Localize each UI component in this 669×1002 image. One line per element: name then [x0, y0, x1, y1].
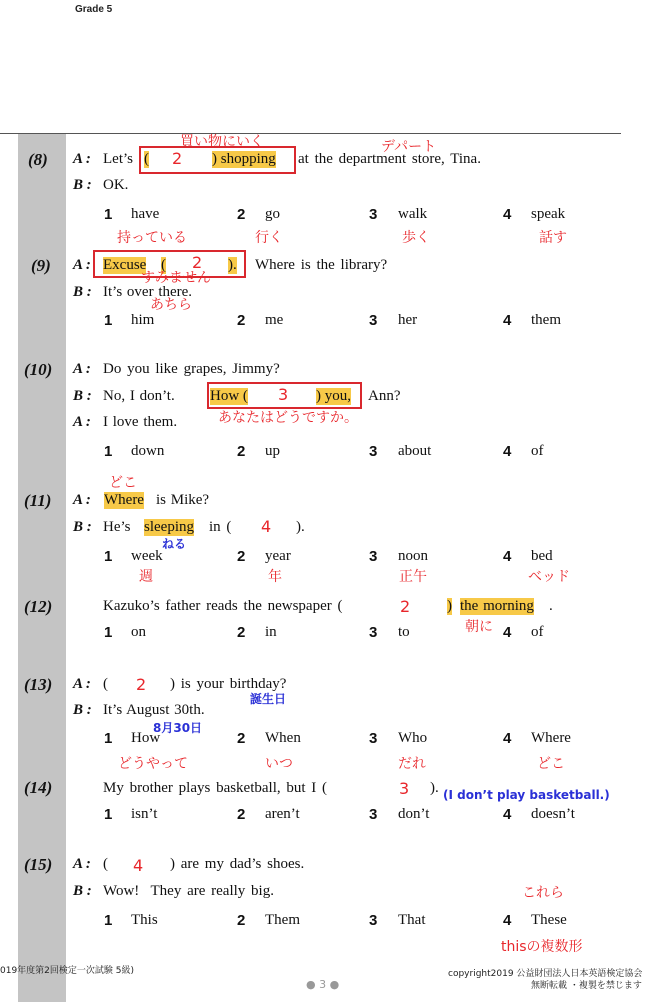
- annotation-translation: (I don’t play basketball.): [443, 788, 610, 802]
- highlight-excuse: Excuse: [103, 257, 147, 273]
- annotation-morning: 朝に: [465, 619, 493, 635]
- footer-copyright: copyright2019 公益財団法人日本英語検定協会: [448, 969, 643, 979]
- speaker-b: B :: [73, 284, 92, 300]
- annotation-date: 8月30日: [153, 721, 203, 735]
- option-number: 4: [503, 548, 512, 565]
- sentence-text: It’s August 30th.: [103, 702, 205, 718]
- option-number: 1: [104, 312, 113, 329]
- speaker-a: A :: [73, 492, 91, 508]
- highlight-sleeping: sleeping: [144, 519, 194, 535]
- footer-notice: 無断転載 ・複製を禁じます: [531, 981, 642, 991]
- annotation-shopping: 買い物にいく: [180, 134, 264, 150]
- option-number: 3: [369, 912, 378, 929]
- option-note: 年: [268, 569, 282, 585]
- blank-close: ): [447, 598, 452, 614]
- handwritten-answer: 3: [278, 385, 289, 404]
- annotation-sleep: ねる: [162, 537, 187, 551]
- option-number: 4: [503, 206, 512, 223]
- option-1: him: [131, 312, 155, 328]
- option-number: 2: [237, 548, 246, 565]
- sentence-text: in (: [209, 519, 232, 535]
- annotation-department: デパート: [381, 139, 437, 155]
- option-4: them: [531, 312, 561, 328]
- option-note: だれ: [398, 756, 426, 772]
- option-number: 1: [104, 206, 113, 223]
- sentence-text: Ann?: [368, 388, 401, 404]
- speaker-a: A :: [73, 414, 91, 430]
- sentence-text: is Mike?: [156, 492, 210, 508]
- option-note: どこ: [537, 756, 565, 772]
- speaker-a: A :: [73, 676, 91, 692]
- sentence-text: My brother plays basketball, but I (: [103, 780, 328, 796]
- option-number: 4: [503, 443, 512, 460]
- option-number: 1: [104, 624, 113, 641]
- top-rule: [0, 133, 621, 134]
- speaker-b: B :: [73, 519, 92, 535]
- option-4: of: [531, 443, 544, 459]
- option-number: 1: [104, 806, 113, 823]
- sentence-text: Do you like grapes, Jimmy?: [103, 361, 280, 377]
- footer-exam-label: 019年度第2回検定一次試験 5級): [0, 966, 135, 976]
- sentence-text: Wow! They are really big.: [103, 883, 274, 899]
- option-2: in: [265, 624, 277, 640]
- option-number: 4: [503, 312, 512, 329]
- handwritten-answer: 2: [136, 675, 147, 694]
- option-2: aren’t: [265, 806, 300, 822]
- speaker-b: B :: [73, 883, 92, 899]
- option-note: 話す: [539, 230, 567, 246]
- option-1: How: [131, 730, 161, 746]
- sentence-text: at the department store, Tina.: [298, 151, 481, 167]
- annotation-how-are-you: あなたはどうですか。: [218, 410, 358, 426]
- option-1: have: [131, 206, 160, 222]
- option-number: 3: [369, 730, 378, 747]
- option-2: me: [265, 312, 284, 328]
- speaker-b: B :: [73, 177, 92, 193]
- blank-open: (: [103, 856, 108, 872]
- option-3: Who: [398, 730, 428, 746]
- option-2: up: [265, 443, 280, 459]
- option-3: about: [398, 443, 432, 459]
- question-number: (15): [24, 855, 53, 874]
- speaker-a: A :: [73, 856, 91, 872]
- annotation-where: どこ: [109, 475, 137, 491]
- handwritten-answer: 3: [399, 779, 410, 798]
- option-number: 3: [369, 548, 378, 565]
- option-number: 2: [237, 806, 246, 823]
- option-1: down: [131, 443, 165, 459]
- sentence-text: He’s: [103, 519, 131, 535]
- sentence-text: .: [549, 598, 553, 614]
- sentence-text: ) are my dad’s shoes.: [170, 856, 305, 872]
- option-number: 4: [503, 912, 512, 929]
- question-number: (14): [24, 778, 53, 797]
- option-number: 2: [237, 312, 246, 329]
- highlight-where: Where: [104, 492, 144, 508]
- highlight-morning: the morning: [460, 598, 534, 614]
- option-3: to: [398, 624, 410, 640]
- option-4: speak: [531, 206, 566, 222]
- option-number: 4: [503, 730, 512, 747]
- option-4: These: [531, 912, 567, 928]
- option-3: her: [398, 312, 418, 328]
- option-1: This: [131, 912, 158, 928]
- option-4: bed: [531, 548, 553, 564]
- option-number: 3: [369, 206, 378, 223]
- sentence-text: It’s over there.: [103, 284, 193, 300]
- annotation-excuse: すみません: [141, 270, 211, 286]
- handwritten-answer: 2: [400, 597, 411, 616]
- answer-box: [207, 382, 362, 409]
- question-number: (10): [24, 360, 53, 379]
- annotation-there: あちら: [150, 297, 192, 313]
- question-number: (13): [24, 675, 53, 694]
- highlight-you: ) you,: [316, 388, 351, 404]
- blank-close: ).: [430, 780, 439, 796]
- option-number: 4: [503, 624, 512, 641]
- option-number: 3: [369, 806, 378, 823]
- answer-box: [139, 146, 296, 174]
- sentence-text: Kazuko’s father reads the newspaper (: [103, 598, 343, 614]
- question-number: (9): [31, 256, 51, 275]
- option-3: don’t: [398, 806, 430, 822]
- option-number: 2: [237, 624, 246, 641]
- question-number: (12): [24, 597, 53, 616]
- option-1: isn’t: [131, 806, 158, 822]
- option-3: That: [398, 912, 426, 928]
- sentence-text: I love them.: [103, 414, 178, 430]
- option-4: of: [531, 624, 544, 640]
- option-number: 3: [369, 312, 378, 329]
- blank-open: (: [103, 676, 108, 692]
- handwritten-answer: 2: [192, 253, 203, 272]
- page-number: ● 3 ●: [306, 978, 340, 991]
- option-number: 1: [104, 443, 113, 460]
- annotation-plural: thisの複数形: [501, 939, 583, 955]
- option-3: noon: [398, 548, 428, 564]
- grade-label: Grade 5: [75, 4, 113, 15]
- option-note: 行く: [255, 230, 283, 246]
- option-4: Where: [531, 730, 571, 746]
- speaker-a: A :: [73, 361, 91, 377]
- handwritten-answer: 4: [261, 517, 272, 536]
- option-2: go: [265, 206, 280, 222]
- speaker-b: B :: [73, 702, 92, 718]
- option-note: いつ: [265, 756, 293, 772]
- highlight-how: How (: [210, 388, 248, 404]
- blank-close: ).: [228, 257, 237, 273]
- speaker-b: B :: [73, 388, 92, 404]
- handwritten-answer: 2: [172, 149, 183, 168]
- option-number: 1: [104, 730, 113, 747]
- handwritten-answer: 4: [133, 856, 144, 875]
- option-number: 1: [104, 912, 113, 929]
- question-number: (8): [28, 150, 48, 169]
- annotation-these: これら: [522, 885, 564, 901]
- option-number: 3: [369, 443, 378, 460]
- option-note: ベッド: [528, 569, 570, 585]
- option-3: walk: [398, 206, 428, 222]
- option-note: どうやって: [118, 756, 188, 772]
- sentence-text: ).: [296, 519, 305, 535]
- sentence-text: Where is the library?: [255, 257, 388, 273]
- blank-open: (: [161, 257, 166, 273]
- option-number: 2: [237, 206, 246, 223]
- speaker-a: A :: [73, 257, 91, 273]
- sentence-text: Let’s: [103, 151, 133, 167]
- option-number: 1: [104, 548, 113, 565]
- option-number: 2: [237, 443, 246, 460]
- sentence-text: ) is your birthday?: [170, 676, 287, 692]
- option-note: 歩く: [402, 230, 430, 246]
- option-number: 3: [369, 624, 378, 641]
- annotation-birthday: 誕生日: [250, 692, 287, 706]
- sentence-text: OK.: [103, 177, 129, 193]
- option-4: doesn’t: [531, 806, 575, 822]
- option-number: 2: [237, 912, 246, 929]
- option-2: Them: [265, 912, 300, 928]
- sentence-text: No, I don’t.: [103, 388, 175, 404]
- option-1: week: [131, 548, 163, 564]
- option-note: 持っている: [117, 230, 187, 246]
- option-2: year: [265, 548, 291, 564]
- question-number: (11): [24, 491, 52, 510]
- blank-open: (: [144, 151, 149, 167]
- speaker-a: A :: [73, 151, 91, 167]
- highlight-shopping: ) shopping: [212, 151, 276, 167]
- option-number: 4: [503, 806, 512, 823]
- option-number: 2: [237, 730, 246, 747]
- option-1: on: [131, 624, 146, 640]
- option-note: 週: [139, 569, 153, 585]
- option-2: When: [265, 730, 301, 746]
- option-note: 正午: [399, 569, 427, 585]
